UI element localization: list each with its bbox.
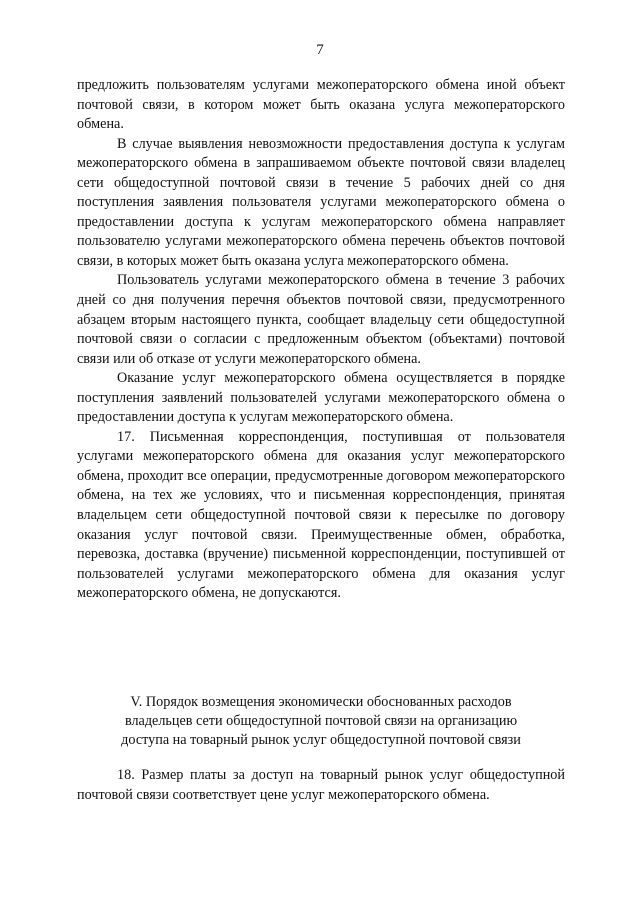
section-heading-line-3: доступа на товарный рынок услуг общедоступной почтовой связи [121, 732, 521, 748]
section-heading-line-2: владельцев сети общедоступной почтовой связи на организацию [124, 713, 518, 729]
paragraph-continuation: предложить пользователям услугами межоператорского обмена иной объект почтовой связи, в котором может быть оказана услуга межоператорского обмена. [77, 77, 565, 133]
paragraph-user-response: Пользователь услугами межоператорского обмена в течение 3 рабочих дней со дня получения перечня объектов почтовой связи, предусмотренного абзацем вторым настоящего пункта, сообщает владельцу сети общедоступной почтовой связи о согласии с предложенным объектом (объектами) почтовой связи или об отказе от услуги межоператорского обмена. [77, 272, 565, 367]
paragraph-access-impossibility: В случае выявления невозможности предоставления доступа к услугам межоператорского обмена в запрашиваемом объекте почтовой связи владелец сети общедоступной почтовой связи в течение 5 рабочих дней со дня поступления заявления пользователя услугами межоператорского обмена о предоставлении доступа к услугам межоператорского обмена направляет пользователю услугами межоператорского обмена перечень объектов почтовой связи, в которых может быть оказана услуга межоператорского обмена. [77, 135, 565, 269]
final-body [77, 766, 565, 805]
section-heading-line-1: V. Порядок возмещения экономически обоснованных расходов [130, 694, 512, 710]
page-number: 7 [316, 42, 324, 58]
paragraph-item-18: 18. Размер платы за доступ на товарный рынок услуг общедоступной почтовой связи соответствует цене услуг межоператорского обмена. [77, 767, 565, 803]
section-heading [77, 693, 565, 750]
document-body [77, 76, 565, 604]
paragraph-service-order: Оказание услуг межоператорского обмена осуществляется в порядке поступления заявлений пользователей услугами межоператорского обмена о предоставлении доступа к услугам межоператорского обмена. [77, 370, 565, 426]
paragraph-item-17: 17. Письменная корреспонденция, поступившая от пользователя услугами межоператорского обмена для оказания услуг межоператорского обмена, проходит все операции, предусмотренные договором межоператорского обмена, на тех же условиях, что и письменная корреспонденция, принятая владельцем сети общедоступной почтовой связи к пересылке по договору оказания услуг почтовой связи. Преимущественные обмен, обработка, перевозка, доставка (вручение) письменной корреспонденции, поступившей от пользователей услугами межоператорского обмена для оказания услуг межоператорского обмена, не допускаются. [77, 428, 565, 602]
